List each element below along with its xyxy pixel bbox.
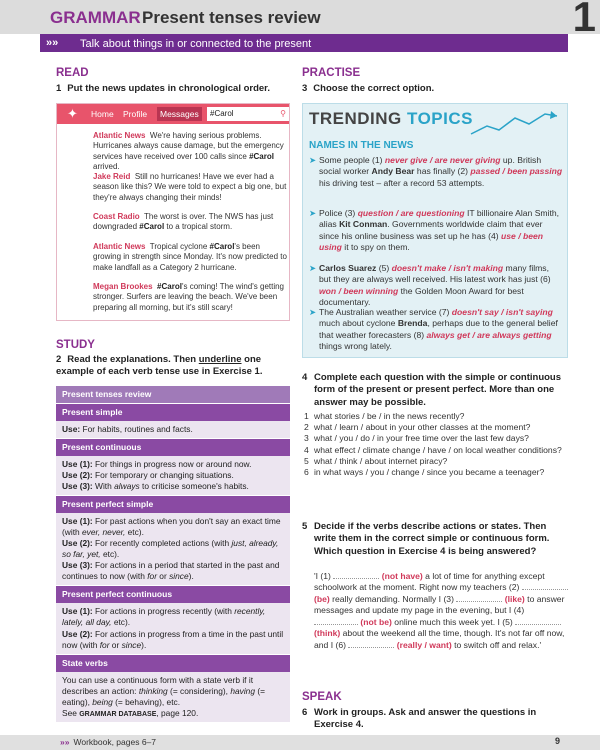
arrows-icon: »»	[60, 737, 70, 747]
workbook-reference[interactable]	[60, 737, 156, 748]
subtitle: Talk about things in or connected to the present	[80, 38, 312, 50]
trending-word: TRENDING	[309, 109, 407, 128]
see-page: , page 120.	[156, 707, 199, 718]
list-item	[302, 445, 568, 456]
page-title: Present tenses review	[142, 8, 321, 27]
para-text: about the weekend all the time, though. It's not far off now, and I (6)	[314, 628, 565, 650]
instruction-text: Put the news updates in chronological order.	[67, 83, 270, 94]
use-label: Use (2):	[62, 538, 93, 549]
subtitle-bar	[40, 34, 568, 52]
use-label: Use (2):	[62, 628, 93, 639]
page-number: 9	[554, 736, 560, 746]
trending-title	[309, 108, 473, 130]
topic-text: much about cyclone	[319, 318, 398, 329]
topic-text: (5)	[376, 263, 392, 273]
post-author: Coast Radio	[93, 212, 140, 221]
nav-profile[interactable]: Profile	[123, 109, 148, 119]
para-text: 'I (1)	[314, 571, 334, 581]
title-bar	[0, 0, 600, 40]
topic-text: . Governments worldwide claim that ever since his online business was set up he has (4)	[319, 219, 543, 241]
use-text: For recently completed actions (with	[92, 538, 232, 549]
topic-text: has finally (2)	[414, 166, 471, 177]
present-continuous-head: Present continuous	[56, 438, 290, 456]
use-italic: since	[121, 639, 142, 650]
blank-input[interactable]	[515, 624, 561, 625]
option[interactable]: never give / are never giving	[384, 155, 501, 165]
blank-input[interactable]	[333, 578, 379, 579]
use-italic: being	[92, 696, 113, 707]
arrow-icon: ➤	[309, 263, 317, 273]
use-italic: just, already, so far, yet,	[62, 538, 279, 560]
use-text: ).	[141, 639, 147, 650]
item-text: what effect / climate change / have / on local weather conditions?	[314, 444, 562, 455]
footer	[0, 735, 600, 750]
use-label: Use (1):	[62, 515, 93, 526]
item-number: 4	[304, 444, 309, 455]
verb-prompt: (not have)	[381, 571, 423, 581]
hashtag: #Carol	[139, 222, 165, 232]
exercise-number: 4	[302, 372, 308, 383]
list-item	[302, 467, 568, 478]
exercise-4-instruction	[302, 372, 568, 409]
blank-input[interactable]	[456, 601, 502, 602]
instruction-text: Choose the correct option.	[313, 83, 435, 94]
arrows-icon: »»	[46, 37, 59, 49]
unit-number: 1	[572, 0, 596, 40]
search-icon: ⚲	[280, 109, 286, 118]
para-text: to switch off and relax.'	[451, 639, 542, 650]
search-input[interactable]	[207, 107, 289, 121]
topic-text: IT billionaire Alan Smith, alias	[319, 208, 560, 230]
feed-nav	[57, 104, 289, 124]
list-item	[302, 433, 568, 444]
trending-topics-box	[302, 103, 568, 358]
use-italic: thinking	[138, 685, 168, 696]
instruction-text: Decide if the verbs describe actions or states. Then write them in the correct simple or continuous form. Which question in Exercise 4 is being answered?	[314, 521, 550, 557]
topic-text: up. British social worker	[319, 155, 542, 177]
item-number: 6	[304, 466, 309, 477]
table-title: Present tenses review	[56, 385, 290, 403]
option[interactable]: doesn't say / isn't saying	[451, 307, 553, 317]
topic-2	[309, 208, 563, 253]
use-text: (= eating),	[62, 685, 266, 707]
hashtag: #Carol	[249, 151, 274, 161]
speak-heading: SPEAK	[302, 691, 342, 703]
topic-name: Brenda	[397, 318, 428, 329]
use-italic: recently, lately, all day,	[62, 606, 266, 628]
grammar-table	[56, 385, 290, 722]
study-heading: STUDY	[56, 339, 95, 351]
instruction-text: Complete each question with the simple or continuous form of the present or present perfect. More than one answer may be possible.	[314, 372, 562, 408]
post-text: 's coming! The wind's getting stronger. Surfers are leaving the beach. We've been preparing all morning, but it's still scary!	[93, 282, 285, 312]
use-text: For actions in progress from a time in the past until now (with	[62, 628, 284, 650]
topic-name: Kit Conman	[339, 219, 388, 230]
option[interactable]: always get / are always getting	[426, 329, 552, 340]
topic-name: Andy Bear	[371, 166, 415, 177]
bird-icon: ✦	[67, 106, 78, 121]
blank-input[interactable]	[522, 589, 568, 590]
verb-prompt: (not be)	[360, 616, 392, 627]
topic-3	[309, 263, 563, 308]
use-text: ).	[188, 571, 194, 582]
grammar-database-link[interactable]: GRAMMAR DATABASE	[79, 710, 157, 718]
use-italic: for	[99, 639, 110, 650]
state-verbs-head: State verbs	[56, 654, 290, 672]
item-number: 2	[304, 422, 309, 433]
use-text: etc).	[125, 526, 144, 537]
nav-home[interactable]: Home	[91, 109, 114, 119]
workbook-text: Workbook, pages 6–7	[73, 737, 157, 747]
use-label: Use (1):	[62, 458, 93, 469]
para-text: online much this week yet. I (5)	[391, 616, 516, 627]
use-text: etc).	[111, 617, 131, 628]
exercise-5-paragraph	[314, 571, 568, 651]
use-italic: ever, never,	[82, 526, 126, 537]
question-list	[302, 411, 568, 478]
exercise-6-instruction	[302, 707, 568, 732]
item-number: 5	[304, 455, 309, 466]
topics-word: TOPICS	[407, 109, 473, 128]
use-italic: since	[169, 571, 189, 582]
use-label: Use (3):	[62, 560, 93, 571]
use-text: to criticise someone's habits.	[139, 480, 249, 491]
item-number: 3	[304, 433, 309, 444]
present-perfect-continuous-head: Present perfect continuous	[56, 585, 290, 603]
names-heading: NAMES IN THE NEWS	[309, 140, 414, 151]
list-item	[302, 456, 568, 467]
exercise-number: 1	[56, 83, 62, 94]
post-author: Atlantic News	[93, 131, 146, 140]
use-italic: always	[114, 480, 140, 491]
arrow-icon: ➤	[309, 208, 317, 218]
post-author: Jake Reid	[93, 172, 131, 181]
exercise-1-instruction	[56, 83, 296, 95]
option[interactable]: question / are questioning	[357, 208, 465, 218]
topic-text: it to spy on them.	[341, 242, 410, 253]
topic-1	[309, 155, 563, 189]
grammar-label: GRAMMAR	[50, 8, 141, 27]
option[interactable]: passed / been passing	[470, 166, 563, 177]
exercise-number: 3	[302, 83, 308, 94]
nav-messages[interactable]: Messages	[157, 107, 202, 121]
topic-4	[309, 307, 563, 352]
topic-text: Police (3)	[319, 208, 358, 218]
arrow-icon: ➤	[309, 155, 317, 165]
blank-input[interactable]	[348, 647, 394, 648]
instruction-text: Read the explanations. Then	[67, 354, 199, 365]
blank-input[interactable]	[314, 624, 358, 625]
item-text: in what ways / you / change / since you became a teenager?	[314, 466, 545, 477]
topic-name: Carlos Suarez	[319, 263, 377, 273]
verb-prompt: (be)	[314, 593, 330, 604]
exercise-number: 2	[56, 354, 62, 365]
topic-text: his driving test – after a record 53 attempts.	[319, 177, 485, 188]
practise-heading: PRACTISE	[302, 67, 361, 79]
use-text: For temporary or changing situations.	[92, 469, 234, 480]
item-text: what / you / do / in your free time over the last few days?	[314, 433, 529, 444]
topic-text: many films, but they are always well received. His latest work has just (6)	[319, 263, 551, 285]
use-text: For actions in progress recently (with	[92, 606, 235, 617]
post-1	[63, 131, 287, 173]
present-simple-body	[56, 421, 290, 438]
use-text: You can use a continuous form with a state verb if it describes an action:	[62, 674, 254, 696]
use-label: Use (2):	[62, 469, 93, 480]
exercise-number: 5	[302, 521, 308, 532]
use-text: With	[92, 480, 115, 491]
item-text: what / learn / about in your other classes at the moment?	[314, 422, 531, 433]
post-text: Still no hurricanes! Have we ever had a season like this? We were told to expect a big one, but they're always changing their minds!	[93, 172, 287, 202]
see-text: See	[62, 707, 80, 718]
use-italic: having	[230, 685, 255, 696]
use-text: etc).	[100, 549, 120, 560]
post-5	[63, 282, 287, 313]
exercise-2-instruction	[56, 354, 292, 379]
social-feed	[56, 103, 290, 321]
item-text: what stories / be / in the news recently?	[314, 411, 465, 421]
post-text: Tropical cyclone	[149, 242, 210, 251]
arrow-icon: ➤	[309, 307, 317, 317]
use-label: Use (1):	[62, 606, 93, 617]
post-text: 's been growing in strength since Monday. It's now predicted to make landfall as a Category 2 hurricane.	[93, 242, 287, 272]
use-label: Use (3):	[62, 480, 93, 491]
present-simple-head: Present simple	[56, 403, 290, 421]
option[interactable]: won / been winning	[319, 285, 399, 296]
exercise-number: 6	[302, 707, 308, 718]
topic-text: The Australian weather service (7)	[319, 307, 452, 317]
post-text: to a tropical storm.	[164, 222, 233, 232]
use-text: (= behaving), etc.	[112, 696, 181, 707]
item-text: what / think / about internet piracy?	[314, 455, 448, 466]
state-verbs-body	[56, 672, 290, 723]
topic-text: the Golden Moon Award for best documentary.	[319, 285, 524, 308]
post-author: Megan Brookes	[93, 282, 153, 291]
trend-graph-icon	[469, 110, 559, 138]
para-text: to answer messages and update my page in the evening, but I (4)	[314, 593, 565, 616]
present-perfect-head: Present perfect simple	[56, 495, 290, 513]
topic-text: , perhaps due to the general belief that weather forecasters (8)	[319, 318, 558, 340]
verb-prompt: (like)	[504, 593, 525, 604]
post-text: The worst is over. The NWS has just downgraded	[93, 212, 274, 232]
option[interactable]: use / been using	[319, 230, 544, 253]
verb-prompt: (think)	[314, 628, 341, 639]
use-text: For actions in a period that started in the past and continues to now (with	[62, 560, 280, 582]
topic-text: Some people (1)	[319, 155, 385, 165]
instruction-underline: underline	[198, 354, 242, 365]
post-author: Atlantic News	[93, 242, 146, 251]
verb-prompt: (really / want)	[396, 639, 452, 650]
exercise-5-instruction	[302, 521, 568, 558]
para-text: really demanding. Normally I (3)	[329, 593, 457, 604]
list-item	[302, 422, 568, 433]
item-number: 1	[304, 411, 309, 421]
post-2	[63, 172, 287, 203]
use-italic: for	[147, 571, 157, 582]
list-item	[302, 411, 568, 422]
para-text: a lot of time for anything except schoolwork at the moment. Right now my teachers (2)	[314, 571, 545, 593]
present-continuous-body	[56, 456, 290, 495]
use-text: For habits, routines and facts.	[80, 423, 193, 434]
hashtag: #Carol	[209, 242, 235, 251]
search-value: #Carol	[210, 109, 234, 118]
exercise-3-instruction	[302, 83, 434, 95]
use-text: or	[156, 571, 170, 582]
use-text: or	[109, 639, 122, 650]
hashtag: #Carol	[157, 282, 182, 291]
option[interactable]: doesn't make / isn't making	[391, 263, 504, 273]
instruction-text: Work in groups. Ask and answer the questions in Exercise 4.	[314, 707, 537, 731]
use-text: For things in progress now or around now.	[92, 458, 252, 469]
use-text: For past actions when you don't say an exact time (with	[62, 515, 281, 537]
post-3	[63, 212, 287, 233]
use-text: (= considering),	[167, 685, 231, 696]
post-text: arrived.	[93, 162, 120, 172]
present-perfect-body	[56, 513, 290, 586]
use-label: Use:	[62, 423, 81, 434]
post-4	[63, 242, 287, 273]
topic-text: things wrong lately.	[319, 341, 392, 352]
instruction-text: one example of each verb tense use in Exercise 1.	[56, 354, 263, 378]
post-text: We're having serious problems. Hurricanes always cause damage, but the emergency services have received over 100 calls since	[93, 131, 284, 161]
read-heading: READ	[56, 67, 89, 79]
present-perfect-continuous-body	[56, 603, 290, 653]
